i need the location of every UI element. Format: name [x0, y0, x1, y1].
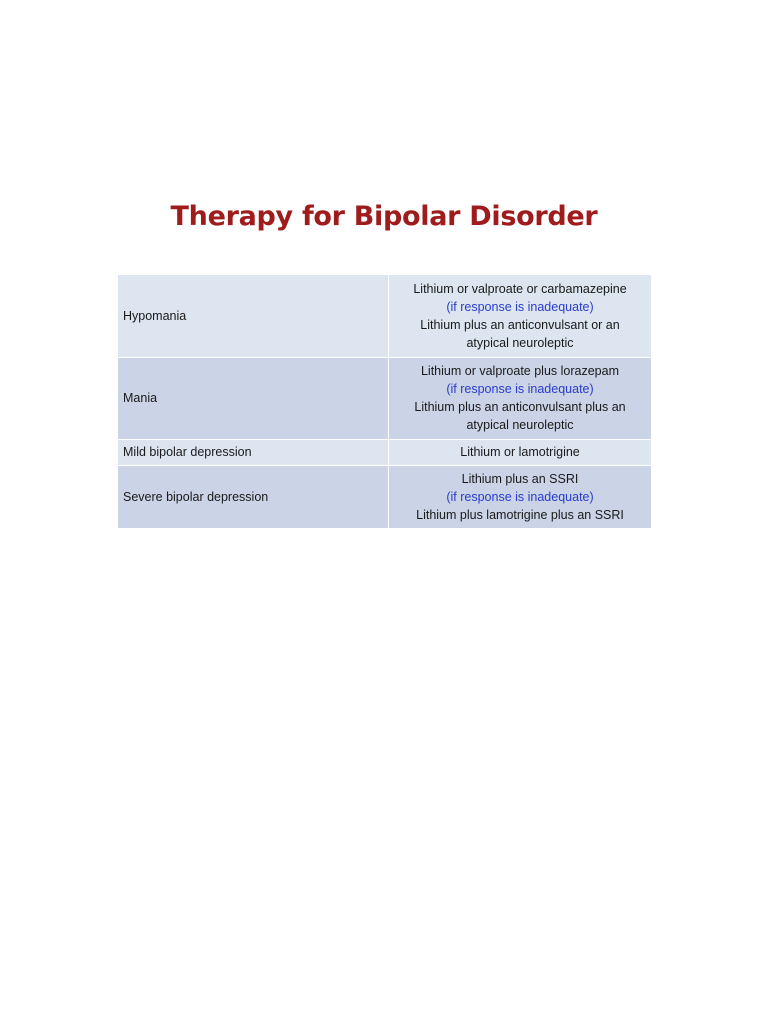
therapy-cell [389, 465, 652, 528]
condition-cell: Mania [118, 357, 389, 439]
condition-cell: Hypomania [118, 275, 389, 357]
therapy-line: Lithium plus an SSRI [461, 471, 579, 486]
inadequate-response-note: (if response is inadequate) [446, 489, 594, 504]
table-row-hypomania [118, 275, 651, 357]
therapy-cell [389, 357, 652, 439]
condition-cell: Mild bipolar depression [118, 439, 389, 465]
therapy-line: Lithium plus an anticonvulsant plus an [414, 400, 626, 414]
therapy-line: Lithium or valproate plus lorazepam [420, 364, 620, 378]
therapy-cell [389, 275, 652, 357]
table-row-mild-depression [118, 439, 651, 465]
therapy-cell [389, 439, 652, 465]
condition-cell: Severe bipolar depression [118, 465, 389, 528]
inadequate-response-note: (if response is inadequate) [446, 299, 594, 314]
therapy-line: Lithium or lamotrigine [460, 445, 580, 459]
table-row-mania [118, 357, 651, 439]
therapy-line: atypical neuroleptic [466, 335, 574, 350]
page-title: Therapy for Bipolar Disorder [170, 201, 598, 232]
therapy-table [118, 275, 651, 529]
therapy-line: atypical neuroleptic [466, 418, 574, 432]
table-row-severe-depression [118, 465, 651, 528]
therapy-line: Lithium plus lamotrigine plus an SSRI [416, 507, 624, 522]
therapy-line: Lithium plus an anticonvulsant or an [420, 317, 620, 332]
inadequate-response-note: (if response is inadequate) [446, 382, 594, 396]
therapy-line: Lithium or valproate or carbamazepine [413, 281, 627, 296]
